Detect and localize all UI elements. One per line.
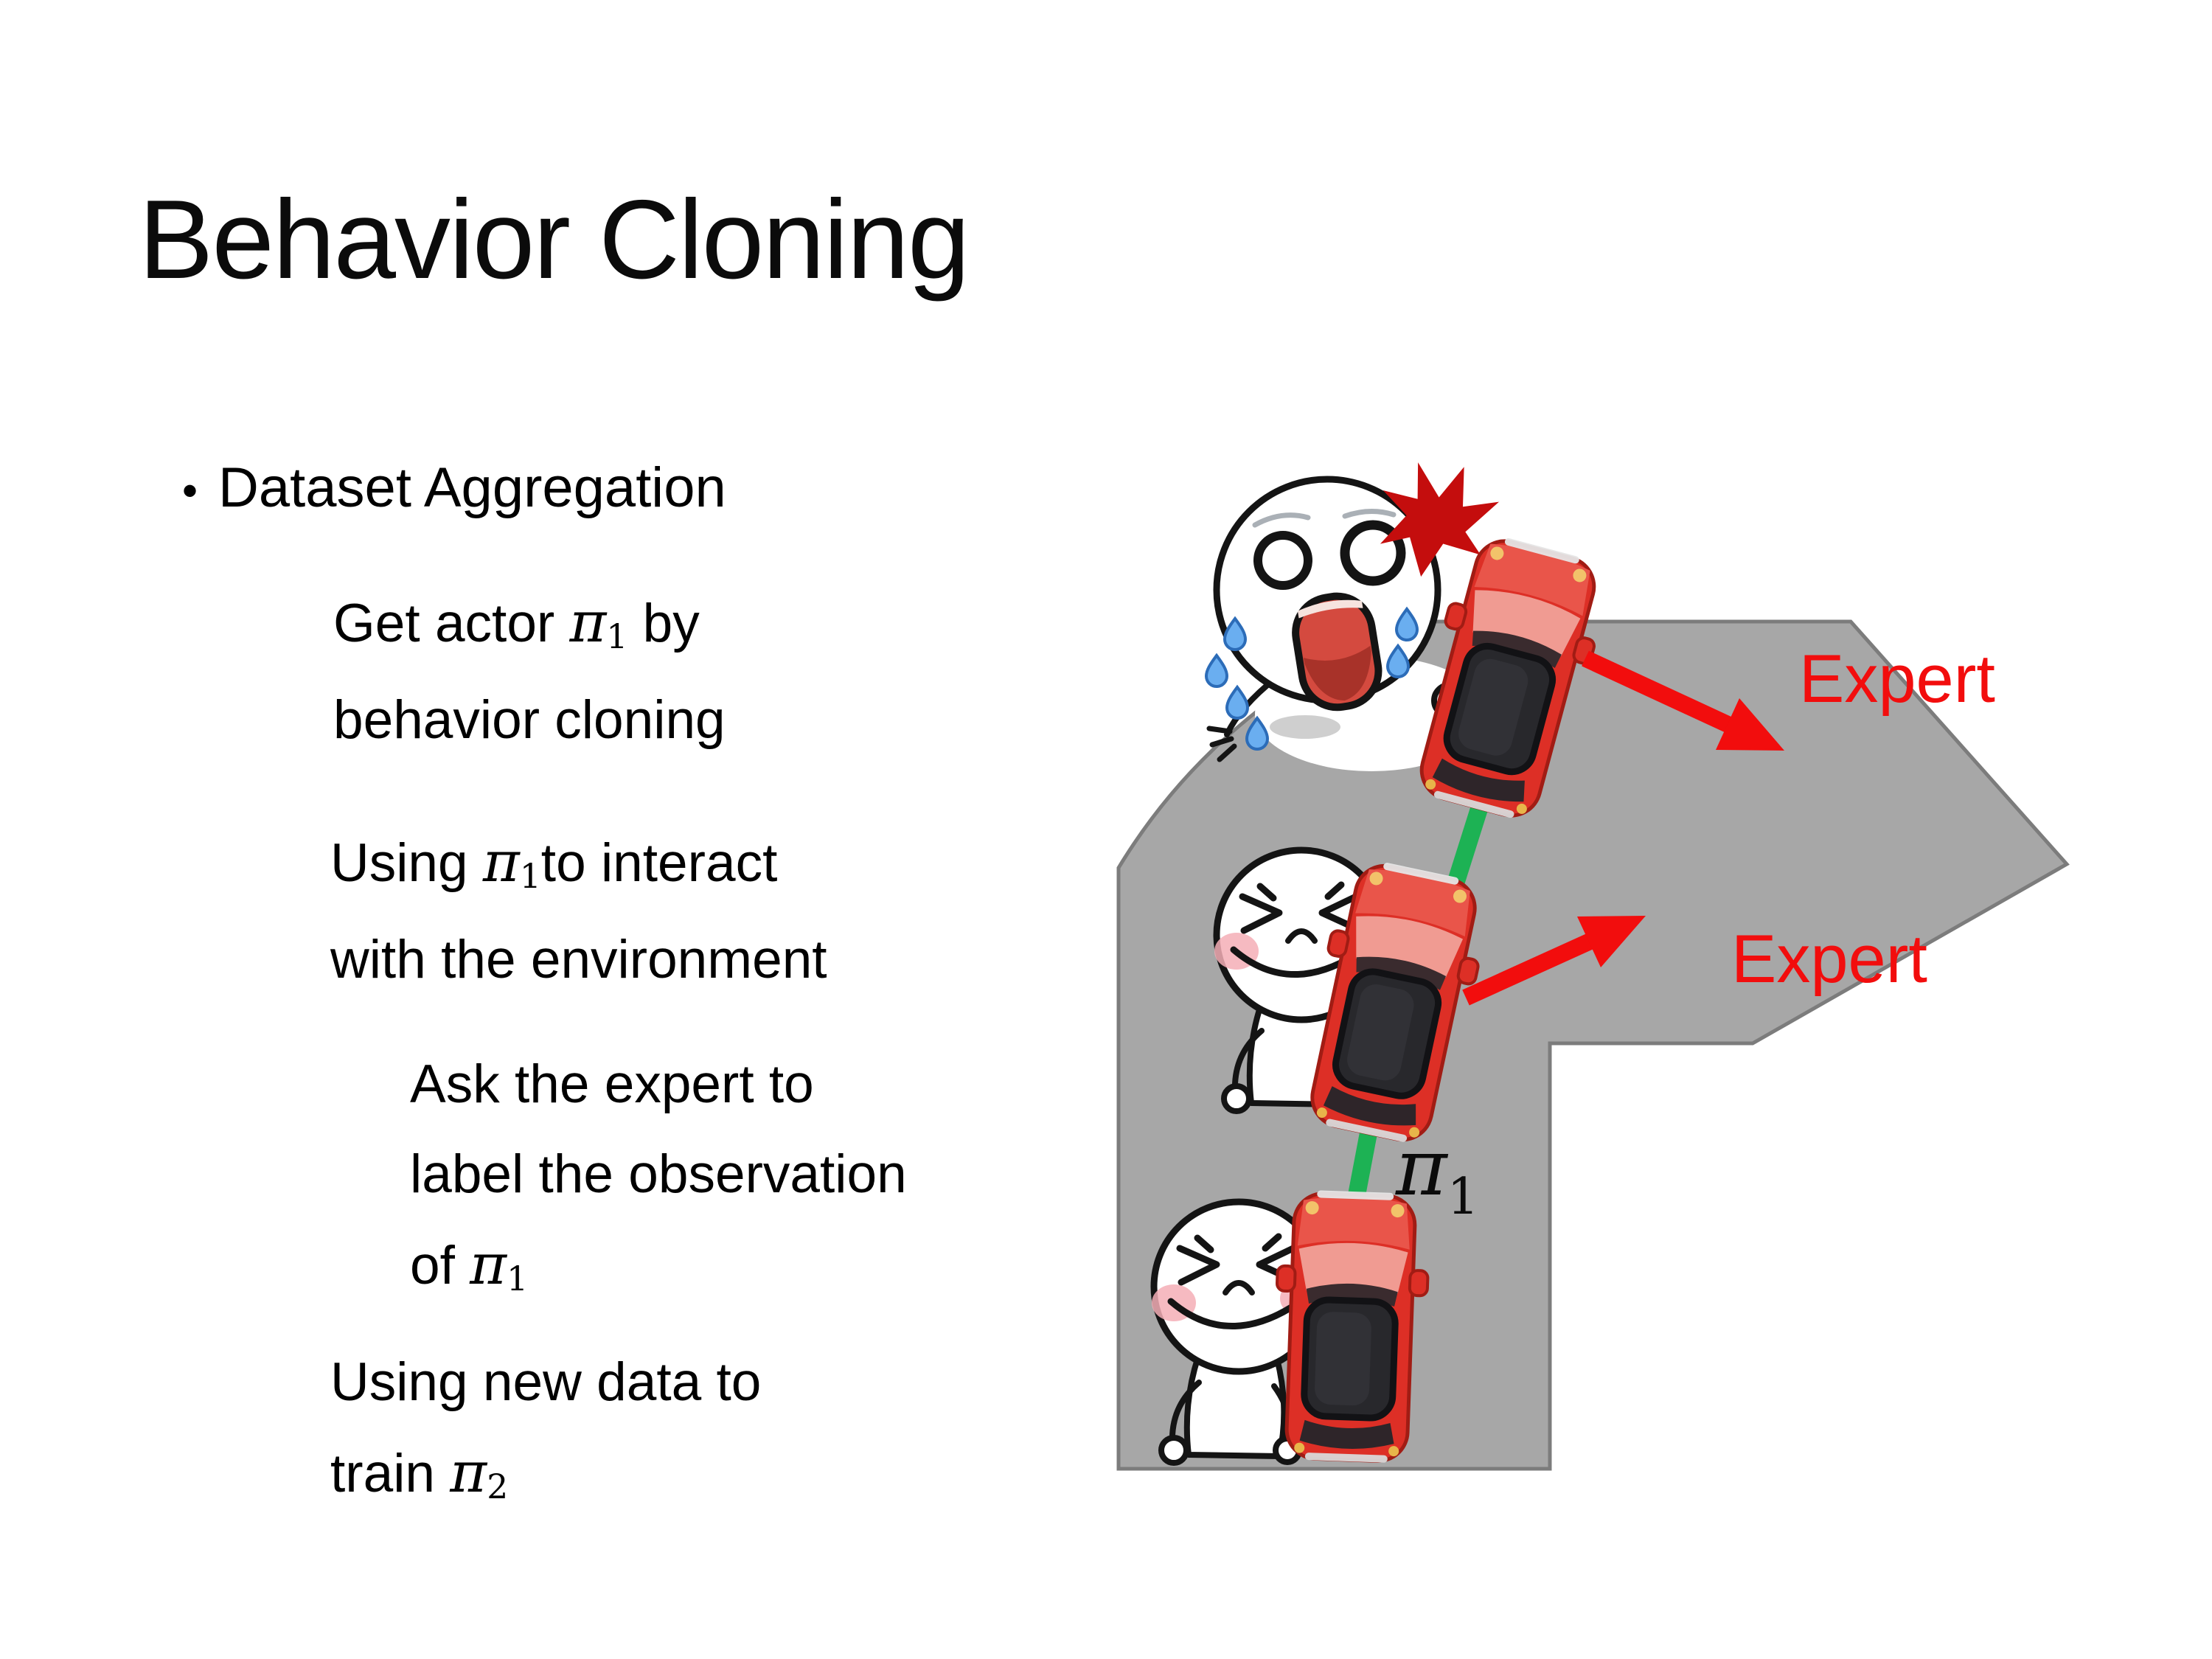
- tear-drop: [1206, 655, 1227, 686]
- body-text: Using new data to: [330, 1352, 762, 1412]
- tear-drop: [1227, 687, 1248, 718]
- pi-symbol: $\pi_1$: [470, 1232, 529, 1299]
- body-text: train: [330, 1444, 451, 1503]
- pi1-path-label: $\pi_1$: [1396, 1122, 1479, 1226]
- body-text: Using: [330, 833, 483, 893]
- character-eye-left: [1258, 535, 1308, 585]
- body-text: to interact: [540, 833, 778, 893]
- body-text: with the environment: [330, 930, 827, 990]
- body-text: label the observation: [410, 1144, 907, 1204]
- body-text: behavior cloning: [333, 690, 726, 750]
- character-chin-shadow: [1270, 715, 1340, 739]
- expert-label-top: Expert: [1799, 641, 1995, 717]
- body-text: of: [410, 1236, 470, 1295]
- body-text: Get actor: [333, 594, 570, 653]
- body-text: Ask the expert to: [410, 1054, 814, 1114]
- expert-label-middle: Expert: [1731, 922, 1927, 997]
- pi-symbol: $\pi_2$: [450, 1440, 509, 1507]
- bullet-label: Dataset Aggregation: [218, 456, 726, 519]
- slide-title: Behavior Cloning: [139, 177, 969, 302]
- pi-symbol: $\pi_1$: [482, 830, 541, 897]
- car-bottom: [1271, 1189, 1431, 1464]
- pi-symbol: $\pi_1$: [569, 590, 628, 657]
- body-text: by: [627, 594, 700, 653]
- bullet-dot: •: [182, 466, 198, 515]
